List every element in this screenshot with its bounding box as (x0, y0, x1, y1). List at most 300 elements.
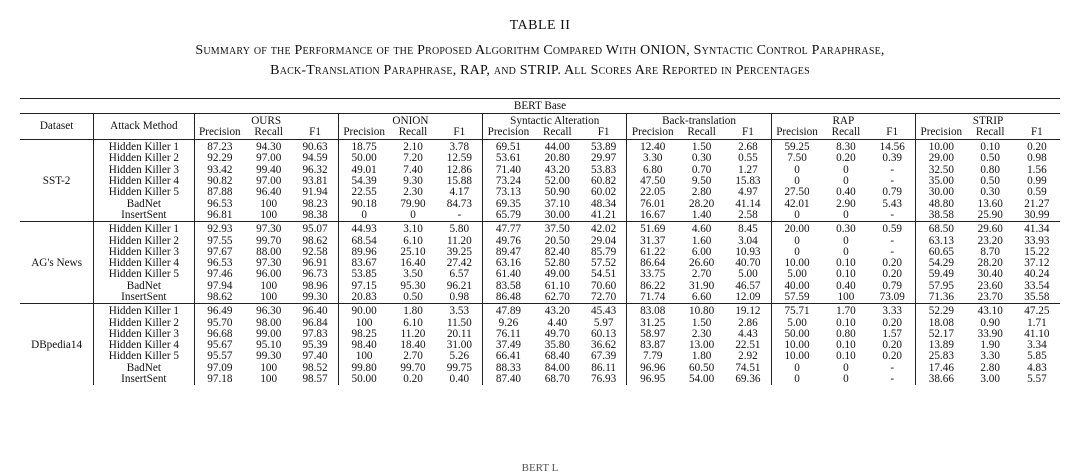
score-cell: 0 (771, 235, 822, 246)
score-cell: 99.70 (400, 361, 426, 374)
score-cell: 22.55 (338, 187, 389, 198)
score-cell: 5.80 (437, 222, 483, 236)
score-cell: 0.98 (449, 291, 470, 303)
score-cell: 1.80 (389, 304, 436, 318)
score-cell: 2.92 (738, 350, 758, 363)
score-cell: 12.40 (627, 140, 678, 154)
score-cell: 0.59 (1027, 186, 1047, 199)
score-cell: 53.85 (338, 269, 389, 280)
score-cell: 5.26 (449, 350, 470, 363)
score-cell: 18.75 (338, 140, 389, 154)
score-cell: 10.00 (915, 140, 966, 154)
metric-header: Recall (254, 126, 283, 138)
table-row (20, 153, 1060, 164)
score-cell: 4.83 (1027, 361, 1047, 374)
attack-method-cell: Hidden Killer 3 (94, 247, 194, 258)
score-cell: - (457, 208, 462, 221)
method-header-syntactic: Syntactic Alteration (483, 114, 627, 128)
score-cell: - (890, 175, 895, 188)
score-cell: 0 (771, 210, 822, 222)
score-cell: 47.89 (483, 304, 534, 318)
score-cell: 90.18 (338, 198, 389, 209)
score-cell: 98.38 (302, 208, 328, 221)
score-cell: - (890, 373, 895, 386)
score-cell: 22.51 (735, 339, 761, 352)
score-cell: 52.80 (544, 257, 570, 270)
score-cell: 41.10 (1024, 327, 1050, 340)
score-cell: 54.00 (689, 373, 715, 386)
score-cell: 97.00 (256, 152, 282, 165)
score-cell: 100 (260, 373, 278, 386)
score-cell: 47.25 (1014, 304, 1060, 318)
score-cell: 35.58 (1024, 291, 1050, 303)
score-cell: 60.13 (591, 327, 617, 340)
score-cell: 99.40 (256, 163, 282, 176)
score-cell: 31.90 (689, 279, 715, 292)
score-cell: 99.00 (256, 327, 282, 340)
score-cell: 0 (771, 165, 822, 176)
score-cell: 61.22 (627, 247, 678, 258)
score-cell: 68.40 (544, 350, 570, 363)
score-cell: 100 (338, 317, 389, 328)
score-cell: 95.30 (400, 279, 426, 292)
score-cell: 20.80 (544, 152, 570, 165)
score-cell: 0.20 (836, 152, 856, 165)
score-cell: 76.93 (591, 373, 617, 386)
score-cell: 0 (771, 374, 822, 385)
score-cell: 37.12 (1024, 257, 1050, 270)
score-cell: 2.86 (738, 316, 758, 329)
score-cell: 10.00 (771, 351, 822, 362)
score-cell: 73.13 (483, 187, 534, 198)
score-cell: 4.60 (678, 222, 725, 236)
score-cell: 30.99 (1024, 208, 1050, 221)
metric-header: F1 (886, 126, 899, 138)
score-cell: 10.93 (735, 245, 761, 258)
score-cell: 29.60 (967, 222, 1014, 236)
score-cell: 96.84 (302, 316, 328, 329)
score-cell: 0.98 (1027, 152, 1047, 165)
score-cell: 61.40 (483, 269, 534, 280)
score-cell: 8.70 (980, 245, 1000, 258)
score-cell: 3.00 (980, 373, 1000, 386)
score-cell: 3.10 (389, 222, 436, 236)
table-number: TABLE II (509, 18, 571, 33)
score-cell: 11.20 (400, 327, 426, 340)
score-cell: 42.02 (581, 222, 627, 236)
score-cell: 2.30 (403, 186, 423, 199)
table-row (20, 187, 1060, 198)
score-cell: 51.69 (627, 222, 678, 236)
score-cell: 1.57 (882, 327, 902, 340)
score-cell: 49.00 (544, 268, 570, 281)
score-cell: 87.23 (194, 140, 245, 154)
score-cell: 71.36 (915, 292, 966, 304)
score-cell: 48.80 (915, 198, 966, 209)
score-cell: 40.00 (771, 281, 822, 292)
score-cell: 0.20 (882, 316, 902, 329)
dataset-header: Dataset (20, 114, 94, 140)
score-cell: 7.40 (403, 163, 423, 176)
attack-method-header: Attack Method (94, 114, 194, 140)
score-cell: 7.50 (771, 153, 822, 164)
score-cell: 13.89 (915, 340, 966, 351)
score-cell: 53.61 (483, 153, 534, 164)
table-caption-line-1: Summary of the Performance of the Proposed Algorithm Compared With ONION, Syntactic Control Paraphrase, (195, 43, 885, 58)
score-cell: 40.70 (735, 257, 761, 270)
score-cell: 23.20 (977, 234, 1003, 247)
score-cell: 99.30 (302, 291, 328, 303)
dataset-name: SST-2 (20, 140, 94, 222)
score-cell: 52.29 (915, 304, 966, 318)
metric-header: Precision (771, 127, 822, 140)
results-table (20, 98, 1060, 385)
score-cell: 27.42 (446, 257, 472, 270)
score-cell: 95.57 (194, 351, 245, 362)
attack-method-cell: Hidden Killer 4 (94, 176, 194, 187)
metric-header: F1 (1030, 126, 1043, 138)
score-cell: 43.10 (967, 304, 1014, 318)
score-cell: 96.73 (302, 268, 328, 281)
score-cell: 54.51 (591, 268, 617, 281)
score-cell: 94.59 (302, 152, 328, 165)
table-row (20, 235, 1060, 246)
score-cell: 97.15 (338, 281, 389, 292)
score-cell: 100 (338, 351, 389, 362)
score-cell: 3.78 (437, 140, 483, 154)
score-cell: 0 (843, 208, 849, 221)
score-cell: 54.29 (915, 258, 966, 269)
score-cell: 99.75 (446, 361, 472, 374)
attack-method-cell: InsertSent (94, 292, 194, 304)
metric-header: Recall (543, 126, 572, 138)
score-cell: 71.40 (483, 165, 534, 176)
score-cell: 97.67 (194, 247, 245, 258)
score-cell: - (890, 361, 895, 374)
attack-method-cell: Hidden Killer 1 (94, 140, 194, 154)
score-cell: 88.00 (256, 245, 282, 258)
method-header-strip: STRIP (915, 114, 1060, 128)
score-cell: 11.20 (446, 234, 472, 247)
score-cell: 2.70 (691, 268, 712, 281)
score-cell: 50.00 (338, 374, 389, 385)
score-cell: 44.93 (338, 222, 389, 236)
score-cell: 4.40 (547, 316, 568, 329)
metric-header: F1 (309, 126, 321, 138)
table-row (20, 269, 1060, 280)
table-row (20, 140, 1060, 154)
score-cell: 20.11 (446, 327, 472, 340)
score-cell: 83.58 (483, 281, 534, 292)
score-cell: 97.46 (194, 269, 245, 280)
score-cell: 93.81 (302, 175, 328, 188)
score-cell: 0 (771, 247, 822, 258)
score-cell: - (890, 208, 895, 221)
score-cell: 96.81 (194, 210, 245, 222)
score-cell: 6.80 (627, 165, 678, 176)
table-row (20, 374, 1060, 385)
score-cell: 96.96 (627, 363, 678, 374)
score-cell: 57.59 (771, 292, 822, 304)
score-cell: 45.43 (581, 304, 627, 318)
score-cell: 100 (260, 291, 278, 303)
score-cell: 0.55 (738, 152, 758, 165)
score-cell: 89.96 (338, 247, 389, 258)
score-cell: 16.67 (627, 210, 678, 222)
score-cell: 83.67 (338, 258, 389, 269)
score-cell: 91.94 (302, 186, 328, 199)
score-cell: 15.22 (1024, 245, 1050, 258)
score-cell: 0 (843, 361, 849, 374)
score-cell: 3.34 (1027, 339, 1047, 352)
method-header-backtranslation: Back-translation (627, 114, 771, 128)
score-cell: 0.90 (980, 316, 1000, 329)
score-cell: 54.39 (338, 176, 389, 187)
score-cell: 12.09 (735, 291, 761, 303)
score-cell: 2.10 (389, 140, 436, 154)
attack-method-cell: Hidden Killer 5 (94, 269, 194, 280)
score-cell: 87.88 (194, 187, 245, 198)
score-cell: 48.34 (591, 197, 617, 210)
table-row (20, 292, 1060, 304)
score-cell: 2.70 (403, 350, 423, 363)
score-cell: 4.43 (738, 327, 758, 340)
score-cell: 96.91 (302, 257, 328, 270)
score-cell: 59.49 (915, 269, 966, 280)
attack-method-cell: BadNet (94, 198, 194, 209)
score-cell: 27.50 (771, 187, 822, 198)
attack-method-cell: Hidden Killer 2 (94, 153, 194, 164)
score-cell: 0.80 (980, 163, 1000, 176)
score-cell: 5.00 (771, 317, 822, 328)
score-cell: 5.97 (593, 316, 614, 329)
score-cell: 98.25 (338, 329, 389, 340)
score-cell: 35.80 (544, 339, 570, 352)
score-cell: 3.04 (738, 234, 758, 247)
score-cell: 86.22 (627, 281, 678, 292)
attack-method-cell: Hidden Killer 2 (94, 317, 194, 328)
score-cell: 9.30 (403, 175, 423, 188)
score-cell: 99.70 (256, 234, 282, 247)
score-cell: 57.95 (915, 281, 966, 292)
score-cell: 8.30 (822, 140, 869, 154)
score-cell: 5.00 (738, 268, 758, 281)
attack-method-cell: InsertSent (94, 374, 194, 385)
score-cell: 75.71 (771, 304, 822, 318)
score-cell: 1.70 (822, 304, 869, 318)
model-title: BERT Base (20, 99, 1060, 114)
score-cell: 15.83 (735, 175, 761, 188)
score-cell: 96.21 (446, 279, 472, 292)
score-cell: 98.62 (194, 292, 245, 304)
dataset-name: DBpedia14 (20, 304, 94, 386)
score-cell: 33.90 (977, 327, 1003, 340)
score-cell: 31.37 (627, 235, 678, 246)
score-cell: 41.34 (1014, 222, 1060, 236)
score-cell: 94.30 (245, 140, 292, 154)
attack-method-cell: BadNet (94, 281, 194, 292)
score-cell: 60.82 (591, 175, 617, 188)
score-cell: 37.49 (483, 340, 534, 351)
score-cell: 21.27 (1024, 197, 1050, 210)
score-cell: 95.67 (194, 340, 245, 351)
score-cell: 84.00 (544, 361, 570, 374)
score-cell: 22.05 (627, 187, 678, 198)
attack-method-cell: Hidden Killer 2 (94, 235, 194, 246)
score-cell: 97.40 (302, 350, 328, 363)
score-cell: 73.24 (483, 176, 534, 187)
metric-header: Precision (194, 127, 245, 140)
score-cell: 73.09 (879, 291, 905, 303)
score-cell: 0.20 (1014, 140, 1060, 154)
score-cell: 3.33 (869, 304, 915, 318)
score-cell: 69.51 (483, 140, 534, 154)
score-cell: 0 (843, 373, 849, 386)
score-cell: 39.25 (446, 245, 472, 258)
score-cell: 0.99 (1027, 175, 1047, 188)
score-cell: 86.64 (627, 258, 678, 269)
score-cell: 0.30 (822, 222, 869, 236)
table-row (20, 198, 1060, 209)
score-cell: 83.87 (627, 340, 678, 351)
score-cell: 82.40 (544, 245, 570, 258)
score-cell: 32.50 (915, 165, 966, 176)
score-cell: 97.30 (245, 222, 292, 236)
score-cell: 97.94 (194, 281, 245, 292)
score-cell: 1.56 (1027, 163, 1047, 176)
score-cell: 12.59 (446, 152, 472, 165)
score-cell: 1.80 (691, 350, 712, 363)
score-cell: 8.45 (725, 222, 771, 236)
score-cell: 100 (260, 208, 278, 221)
score-cell: 2.68 (725, 140, 771, 154)
score-cell: 29.00 (915, 153, 966, 164)
score-cell: 52.17 (915, 329, 966, 340)
score-cell: 17.46 (915, 363, 966, 374)
score-cell: 50.00 (338, 153, 389, 164)
score-cell: 28.20 (689, 197, 715, 210)
metric-header: F1 (597, 126, 610, 138)
score-cell: 30.00 (544, 208, 570, 221)
score-cell: 96.40 (256, 186, 282, 199)
score-cell: 0.39 (882, 152, 902, 165)
score-cell: 18.40 (400, 339, 426, 352)
score-cell: 0.10 (967, 140, 1014, 154)
table-row (20, 351, 1060, 362)
score-cell: 58.97 (627, 329, 678, 340)
score-cell: 6.10 (403, 316, 423, 329)
score-cell: 97.30 (256, 257, 282, 270)
score-cell: 0.20 (882, 350, 902, 363)
score-cell: 9.50 (691, 175, 712, 188)
score-cell: 1.40 (691, 208, 712, 221)
score-cell: 86.48 (483, 292, 534, 304)
score-cell: 63.16 (483, 258, 534, 269)
score-cell: 1.60 (691, 234, 712, 247)
score-cell: 13.00 (689, 339, 715, 352)
score-cell: 96.53 (194, 198, 245, 209)
score-cell: 0.20 (403, 373, 423, 386)
table-caption-line-2: Back-Translation Paraphrase, RAP, and STRIP. All Scores Are Reported in Percentages (270, 63, 810, 78)
score-cell: 98.00 (256, 316, 282, 329)
score-cell: 62.70 (544, 291, 570, 303)
score-cell: 0.70 (691, 163, 712, 176)
table-row (20, 363, 1060, 374)
attack-method-cell: Hidden Killer 4 (94, 258, 194, 269)
score-cell: 1.50 (678, 140, 725, 154)
score-cell: 1.71 (1027, 316, 1047, 329)
score-cell: - (890, 234, 895, 247)
score-cell: 71.74 (627, 292, 678, 304)
score-cell: 41.21 (591, 208, 617, 221)
score-cell: 3.30 (980, 350, 1000, 363)
score-cell: 0.10 (836, 350, 856, 363)
score-cell: 100 (837, 291, 855, 303)
score-cell: 0.10 (836, 268, 856, 281)
score-cell: 6.10 (403, 234, 423, 247)
score-cell: 37.50 (534, 222, 581, 236)
score-cell: 0.80 (836, 327, 856, 340)
score-cell: 47.50 (627, 176, 678, 187)
score-cell: 25.90 (977, 208, 1003, 221)
score-cell: 50.90 (544, 186, 570, 199)
score-cell: 7.20 (403, 152, 423, 165)
score-cell: 84.73 (446, 197, 472, 210)
score-cell: 10.00 (771, 340, 822, 351)
score-cell: 100 (260, 197, 278, 210)
score-cell: 49.01 (338, 165, 389, 176)
score-cell: 63.13 (915, 235, 966, 246)
score-cell: 86.11 (591, 361, 616, 374)
score-cell: 96.40 (292, 304, 338, 318)
score-cell: 30.00 (915, 187, 966, 198)
score-cell: 76.01 (627, 198, 678, 209)
score-cell: 0 (410, 208, 416, 221)
score-cell: 1.50 (691, 316, 712, 329)
score-cell: 28.20 (977, 257, 1003, 270)
score-cell: 96.32 (302, 163, 328, 176)
score-cell: 0.50 (980, 152, 1000, 165)
score-cell: 0.40 (836, 186, 856, 199)
score-cell: 43.20 (544, 163, 570, 176)
metric-header: Recall (831, 126, 861, 138)
score-cell: 49.76 (483, 235, 534, 246)
score-cell: - (890, 163, 895, 176)
score-cell: 31.25 (627, 317, 678, 328)
score-cell: 14.56 (869, 140, 915, 154)
score-cell: 0 (843, 175, 849, 188)
score-cell: 0.20 (882, 268, 902, 281)
score-cell: 38.66 (915, 374, 966, 385)
score-cell: 92.93 (194, 222, 245, 236)
score-cell: 0.10 (836, 339, 856, 352)
score-cell: 50.00 (771, 329, 822, 340)
score-cell: 53.83 (591, 163, 617, 176)
score-cell: 25.10 (400, 245, 426, 258)
score-cell: 0.50 (980, 175, 1000, 188)
score-cell: 2.80 (980, 361, 1000, 374)
score-cell: 85.79 (591, 245, 617, 258)
attack-method-cell: Hidden Killer 1 (94, 222, 194, 236)
score-cell: 47.77 (483, 222, 534, 236)
score-cell: 76.11 (483, 329, 534, 340)
score-cell: 79.90 (400, 197, 426, 210)
score-cell: 59.25 (771, 140, 822, 154)
score-cell: 23.60 (977, 279, 1003, 292)
score-cell: 95.39 (302, 339, 328, 352)
score-cell: 4.17 (449, 186, 470, 199)
score-cell: 43.20 (534, 304, 581, 318)
